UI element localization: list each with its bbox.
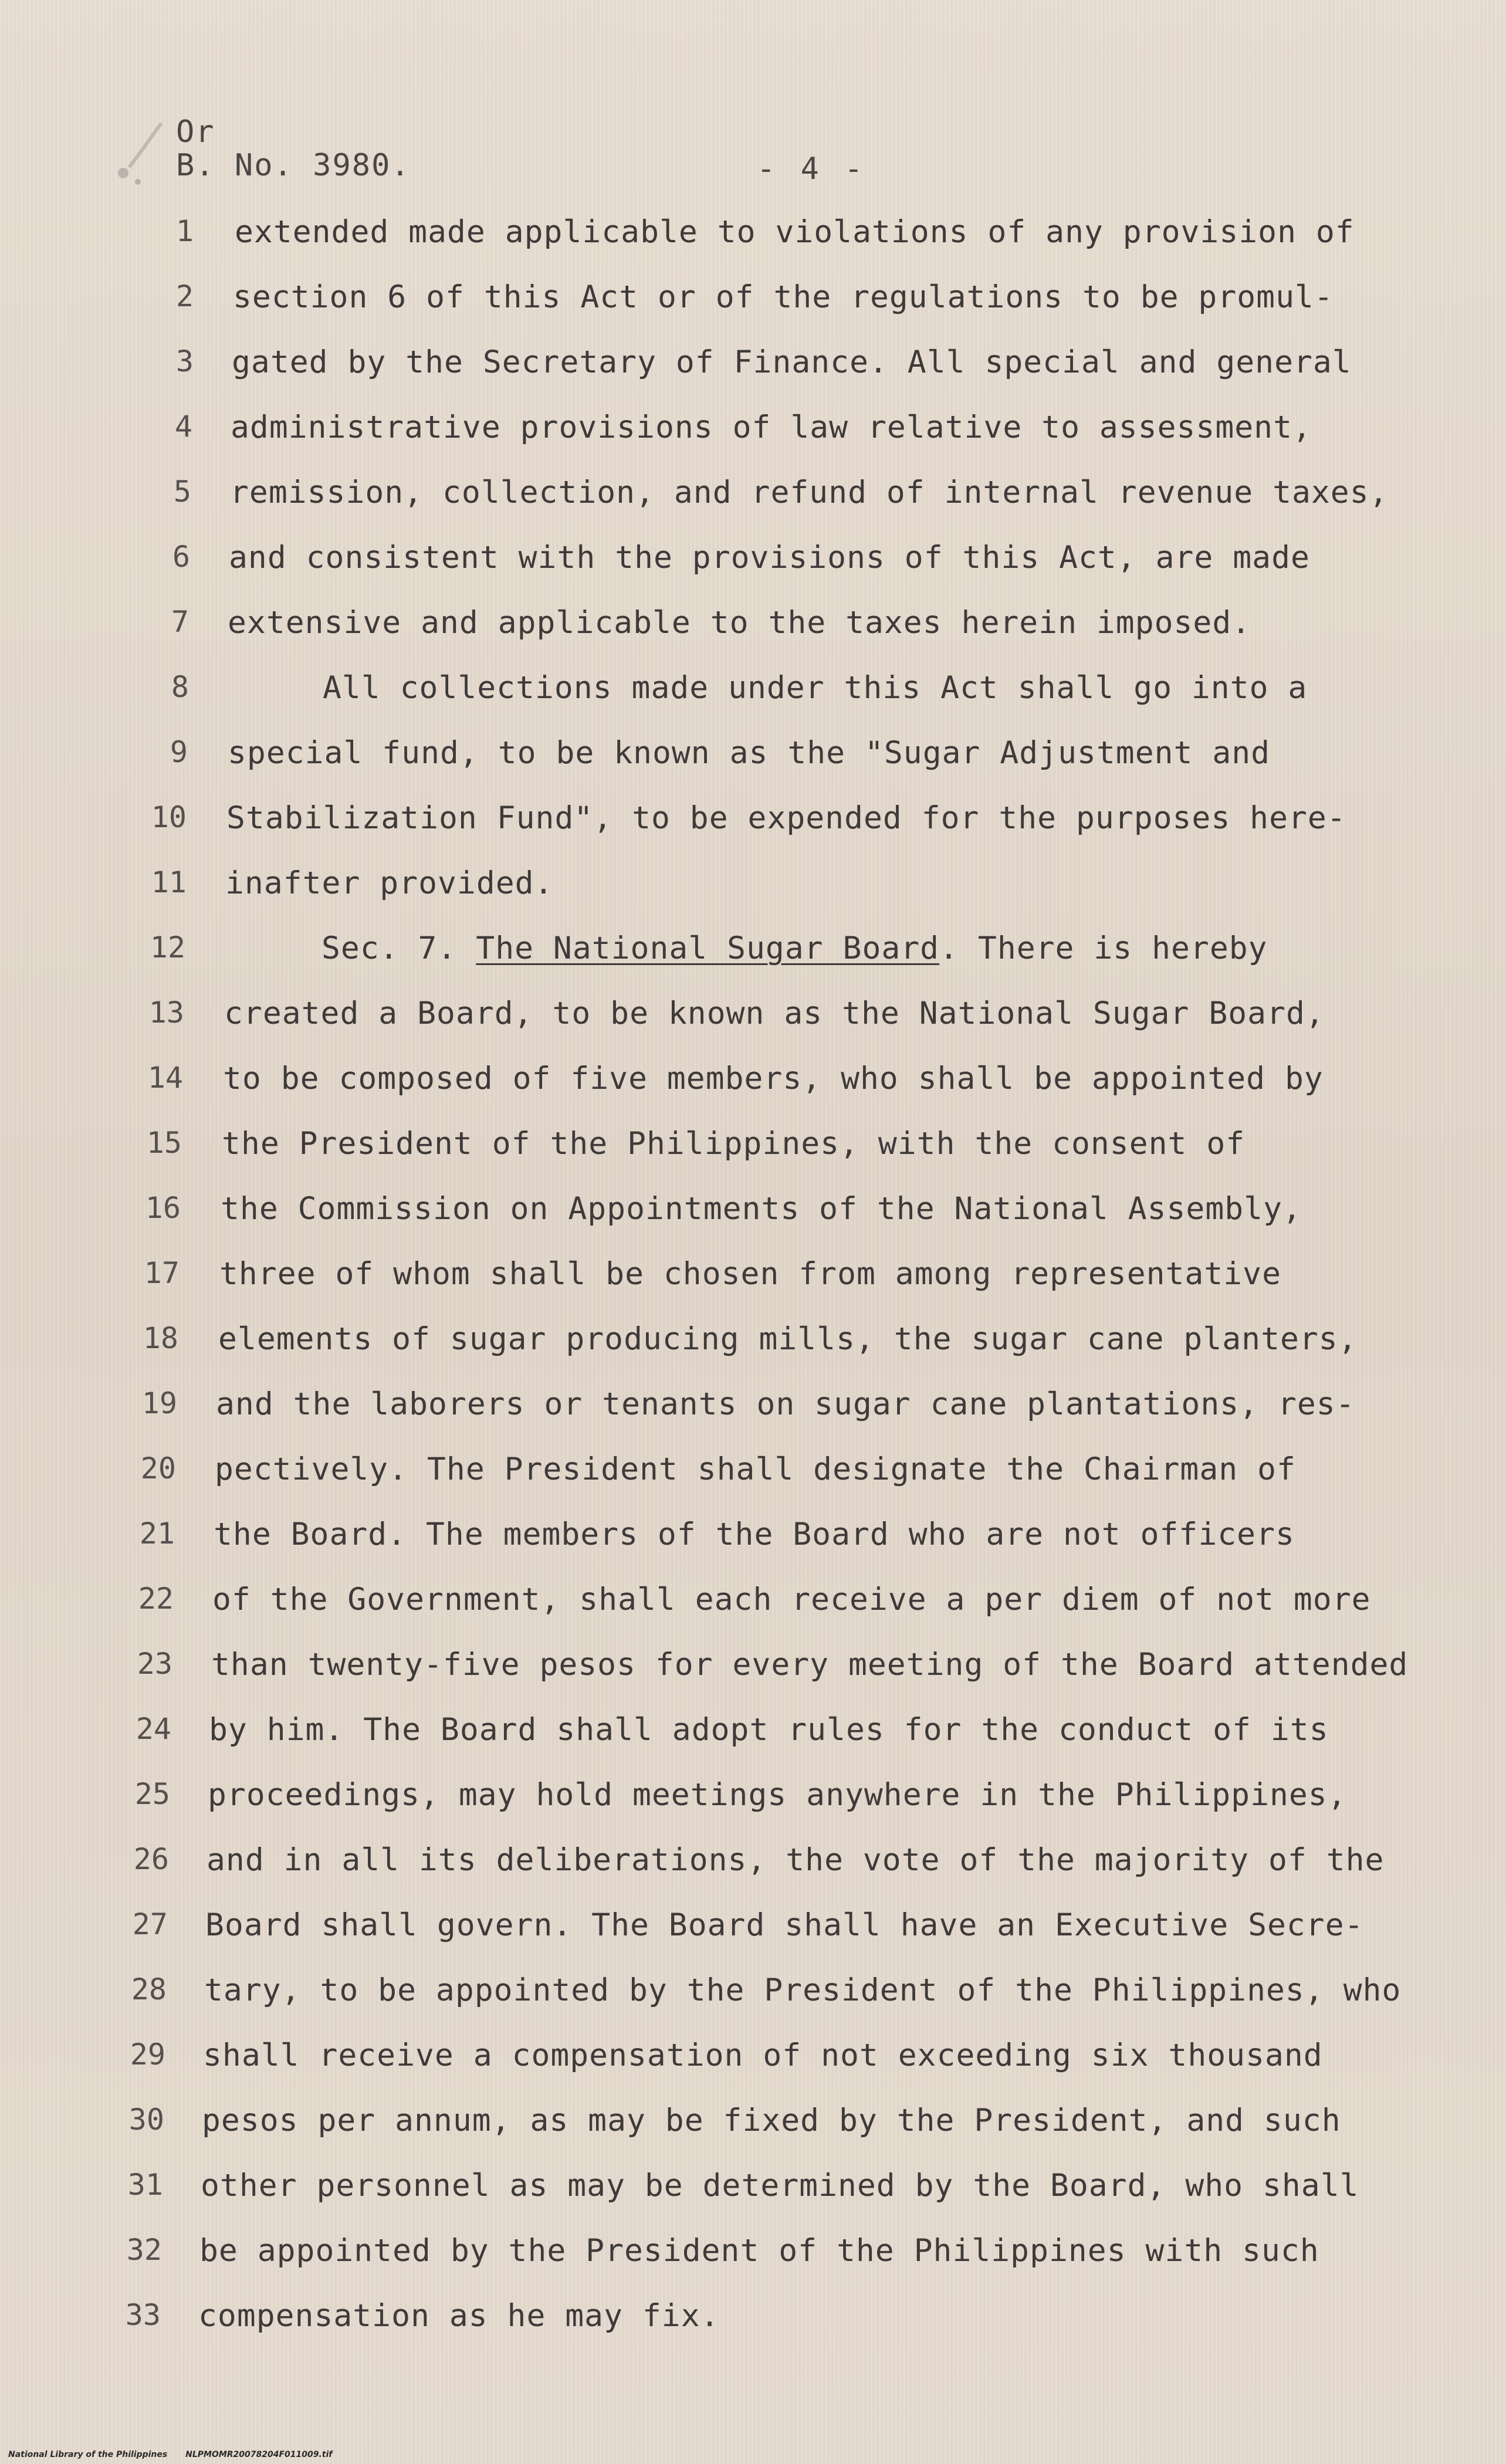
line-text: pectively. The President shall designate the Chairman of <box>215 1451 1296 1487</box>
line-text: the President of the Philippines, with the consent of <box>222 1126 1246 1162</box>
line-text: by him. The Board shall adopt rules for the conduct of its <box>209 1712 1329 1748</box>
line-number: 19 <box>141 1386 177 1420</box>
line-number: 28 <box>131 1972 167 2006</box>
line-number: 18 <box>143 1321 178 1355</box>
line-text: administrative provisions of law relative to assessment, <box>231 409 1312 445</box>
line-text: proceedings, may hold meetings anywhere in the Philippines, <box>208 1777 1347 1813</box>
header-or-label: Or <box>176 114 215 150</box>
line-number: 13 <box>148 996 184 1030</box>
line-number: 26 <box>133 1842 169 1876</box>
line-text: special fund, to be known as the "Sugar Adjustment and <box>228 735 1271 771</box>
line-number: 33 <box>125 2298 161 2332</box>
line-number: 3 <box>175 344 194 378</box>
line-number: 30 <box>128 2103 164 2137</box>
line-number: 7 <box>171 605 189 639</box>
line-text: compensation as he may fix. <box>198 2298 720 2334</box>
line-number: 6 <box>172 540 190 574</box>
line-text: three of whom shall be chosen from among representative <box>219 1256 1281 1292</box>
line-text: extended made applicable to violations of any provision of <box>235 214 1355 250</box>
line-number: 25 <box>134 1777 170 1811</box>
line-text: tary, to be appointed by the President of the Philippines, who <box>204 1972 1402 2008</box>
line-text: to be composed of five members, who shall be appointed by <box>223 1061 1324 1096</box>
line-number: 15 <box>146 1126 182 1160</box>
line-number: 8 <box>171 670 189 704</box>
scan-file-id: NLPMOMR20078204F011009.tif <box>185 2450 333 2459</box>
line-number: 4 <box>174 409 192 444</box>
line-number: 31 <box>127 2168 163 2202</box>
line-text: extensive and applicable to the taxes herein imposed. <box>228 605 1251 641</box>
line-text: inafter provided. <box>225 865 554 901</box>
line-text: and the laborers or tenants on sugar cane plantations, res- <box>216 1386 1355 1422</box>
line-text: section 6 of this Act or of the regulations to be promul- <box>233 279 1334 315</box>
line-text: Stabilization Fund", to be expended for the purposes here- <box>226 800 1346 836</box>
line-number: 14 <box>147 1061 183 1095</box>
line-number: 27 <box>132 1907 168 1941</box>
line-text: other personnel as may be determined by the Board, who shall <box>201 2168 1359 2204</box>
line-text: be appointed by the President of the Philippines with such <box>199 2233 1319 2269</box>
line-number: 10 <box>151 800 187 834</box>
line-number: 9 <box>170 735 188 769</box>
section-text: . There is hereby <box>939 930 1268 966</box>
line-text: than twenty-five pesos for every meeting of the Board attended <box>211 1647 1409 1683</box>
line-text: elements of sugar producing mills, the sugar cane planters, <box>218 1321 1358 1357</box>
line-text: created a Board, to be known as the National Sugar Board, <box>224 996 1325 1031</box>
bill-number: B. No. 3980. <box>176 148 411 183</box>
line-number: 11 <box>151 865 187 899</box>
line-number: 16 <box>145 1191 181 1225</box>
line-number: 23 <box>137 1647 172 1681</box>
line-number: 24 <box>136 1712 171 1746</box>
page-number: - 4 - <box>757 151 867 187</box>
library-credit: National Library of the Philippines <box>8 2450 168 2459</box>
line-number: 12 <box>150 930 185 964</box>
section-label: Sec. 7. <box>321 930 476 966</box>
section-heading-underlined: The National Sugar Board <box>476 930 940 966</box>
line-number: 5 <box>173 475 191 509</box>
line-text: All collections made under this Act shall go into a <box>323 670 1308 706</box>
line-text: Board shall govern. The Board shall have an Executive Secre- <box>205 1907 1364 1943</box>
line-number: 1 <box>175 214 194 248</box>
line-number: 21 <box>139 1517 175 1551</box>
line-text: and in all its deliberations, the vote of the majority of the <box>207 1842 1385 1878</box>
line-number: 17 <box>144 1256 180 1290</box>
line-number: 32 <box>126 2233 162 2267</box>
line-number: 29 <box>130 2037 165 2072</box>
line-number: 2 <box>175 279 194 313</box>
ink-smudge-mark <box>106 117 176 188</box>
line-text: the Commission on Appointments of the National Assembly, <box>221 1191 1302 1227</box>
line-text <box>321 930 1268 966</box>
line-text: shall receive a compensation of not exceeding six thousand <box>203 2037 1323 2073</box>
line-number: 20 <box>140 1451 176 1485</box>
line-text: and consistent with the provisions of this Act, are made <box>229 540 1310 576</box>
line-text: of the Government, shall each receive a per diem of not more <box>212 1582 1371 1617</box>
line-number: 22 <box>138 1582 174 1616</box>
line-text: pesos per annum, as may be fixed by the President, and such <box>202 2103 1341 2138</box>
line-text: remission, collection, and refund of internal revenue taxes, <box>230 475 1389 510</box>
line-text: the Board. The members of the Board who are not officers <box>214 1517 1295 1552</box>
scan-footer <box>8 2450 347 2459</box>
line-text: gated by the Secretary of Finance. All special and general <box>232 344 1352 380</box>
